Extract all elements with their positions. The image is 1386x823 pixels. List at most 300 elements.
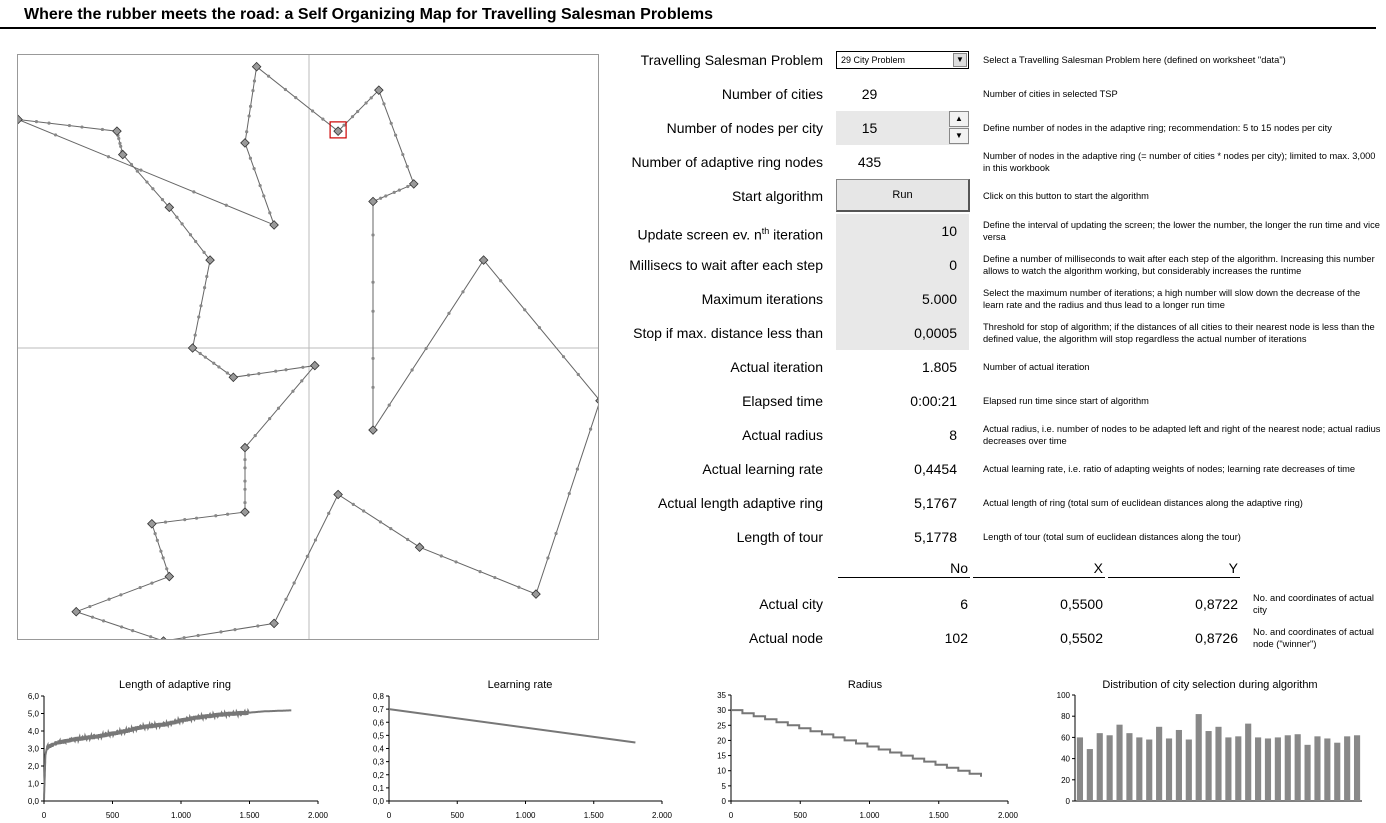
- ring-len-desc: Actual length of ring (total sum of euclidean distances along the adaptive ring): [983, 498, 1303, 508]
- y-tick-label: 15: [717, 751, 726, 761]
- y-tick-label: 6,0: [27, 692, 39, 701]
- ring-node: [394, 134, 397, 137]
- bar: [1334, 743, 1340, 801]
- head-no: No: [838, 558, 970, 578]
- bar: [1245, 724, 1251, 801]
- ring-node: [243, 466, 246, 469]
- city-marker: [165, 572, 173, 580]
- city-marker: [188, 344, 196, 352]
- spin-down-icon[interactable]: ▼: [949, 128, 969, 144]
- update-desc: Define the interval of updating the screen; the lower the number, the longer the run time and vice versa: [983, 220, 1380, 242]
- actual-node-x: 0,5502: [1060, 630, 1103, 646]
- radius-desc: Actual radius, i.e. number of nodes to be adapted left and right of the nearest node; actual radius decreases over time: [983, 424, 1381, 446]
- ring-node: [370, 96, 373, 99]
- actual-city-label: Actual city: [759, 596, 823, 612]
- bar: [1255, 737, 1261, 801]
- x-tick-label: 500: [105, 811, 120, 820]
- stop-desc: Threshold for stop of algorithm; if the distances of all cities to their nearest node is less than the defined value, the algorithm will stop regardless the actual number of iterations: [983, 322, 1375, 344]
- ring-node: [577, 373, 580, 376]
- y-tick-label: 0: [1065, 797, 1070, 806]
- bar: [1087, 749, 1093, 801]
- y-tick-label: 10: [717, 766, 726, 776]
- ring-node: [243, 501, 246, 504]
- bar: [1275, 737, 1281, 801]
- bar: [1314, 736, 1320, 801]
- ring-node: [440, 554, 443, 557]
- rate-desc: Actual learning rate, i.e. ratio of adapting weights of nodes; learning rate decreases of time: [983, 464, 1356, 474]
- ring-node: [249, 105, 252, 108]
- bar: [1265, 738, 1271, 801]
- ring-node: [257, 372, 260, 375]
- ring-node: [401, 153, 404, 156]
- ring-node: [243, 488, 246, 491]
- ring-node: [199, 304, 202, 307]
- bar: [1176, 730, 1182, 801]
- cities-label: Number of cities: [721, 86, 823, 102]
- ring-node: [161, 198, 164, 201]
- ring-node: [267, 75, 270, 78]
- bar: [1196, 714, 1202, 801]
- ring-node: [156, 539, 159, 542]
- bar: [1136, 737, 1142, 801]
- ring-node: [424, 347, 427, 350]
- y-tick-label: 80: [1061, 712, 1070, 722]
- ring-node: [554, 532, 557, 535]
- tsp-select-value: 29 City Problem: [841, 55, 906, 65]
- ring-node: [80, 125, 83, 128]
- chart-learning-rate: [350, 676, 690, 823]
- row-start: [600, 179, 1386, 213]
- ring-node: [214, 514, 217, 517]
- iteration-label: Actual iteration: [730, 359, 823, 375]
- y-tick-label: 60: [1061, 733, 1070, 743]
- ring-node: [254, 434, 257, 437]
- ring-node: [314, 538, 317, 541]
- bar: [1107, 735, 1113, 801]
- actual-node-y: 0,8726: [1195, 630, 1238, 646]
- ring-node: [384, 194, 387, 197]
- y-tick-label: 0,5: [372, 731, 384, 741]
- head-y: Y: [1108, 558, 1240, 578]
- ring-node: [382, 102, 385, 105]
- chart-radius: [690, 676, 1040, 823]
- ring-node: [164, 520, 167, 523]
- wait-value[interactable]: 0: [836, 248, 969, 282]
- ring-node: [546, 556, 549, 559]
- city-marker: [410, 180, 418, 188]
- actual-node-desc: No. and coordinates of actual node ("winner"): [1253, 627, 1374, 649]
- ring-node: [217, 365, 220, 368]
- city-marker: [113, 127, 121, 135]
- ring-node: [371, 357, 374, 360]
- city-marker: [369, 197, 377, 205]
- y-tick-label: 0,7: [372, 705, 384, 715]
- ring-node: [362, 509, 365, 512]
- row-nodes-per-city: [600, 111, 1386, 145]
- y-tick-label: 0,6: [372, 718, 384, 728]
- ring-node: [351, 115, 354, 118]
- ring-node: [493, 576, 496, 579]
- bar: [1344, 736, 1350, 801]
- cities-desc: Number of cities in selected TSP: [983, 89, 1118, 99]
- ring-node: [262, 194, 265, 197]
- x-tick-label: 500: [793, 811, 807, 820]
- chart-ring-length-title: Length of adaptive ring: [119, 679, 231, 691]
- tsp-map: [17, 54, 599, 640]
- ring-node: [226, 513, 229, 516]
- iteration-value: 1.805: [921, 359, 957, 375]
- ring-node: [251, 89, 254, 92]
- ring-node: [197, 315, 200, 318]
- y-tick-label: 0,1: [372, 783, 384, 793]
- ring-node: [225, 204, 228, 207]
- y-tick-label: 0,0: [372, 797, 384, 806]
- ring-node: [192, 190, 195, 193]
- y-tick-label: 0,8: [372, 692, 384, 701]
- ring-node: [68, 124, 71, 127]
- ring-node: [212, 362, 215, 365]
- ring-node: [379, 197, 382, 200]
- y-tick-label: 1,0: [27, 779, 39, 789]
- bar: [1077, 737, 1083, 801]
- ring-node: [352, 503, 355, 506]
- x-tick-label: 1.500: [239, 811, 260, 820]
- ring-nodes-desc: Number of nodes in the adaptive ring (= number of cities * nodes per city); limited to max. 3,000 in this workbook: [983, 151, 1376, 173]
- actual-city-no: 6: [960, 596, 968, 612]
- y-tick-label: 2,0: [27, 762, 39, 771]
- stop-value[interactable]: 0,0005: [836, 316, 969, 350]
- ring-node: [117, 137, 120, 140]
- y-tick-label: 5: [721, 781, 726, 791]
- y-tick-label: 0,3: [372, 757, 384, 767]
- cities-value: 29: [861, 86, 878, 102]
- ring-node: [205, 275, 208, 278]
- row-update: [600, 214, 1386, 248]
- elapsed-label: Elapsed time: [742, 393, 823, 409]
- row-tsp: [600, 43, 1386, 77]
- row-tour-len: [600, 520, 1386, 554]
- ring-node: [119, 145, 122, 148]
- ring-node: [371, 281, 374, 284]
- bar: [1206, 731, 1212, 801]
- ring-node: [203, 286, 206, 289]
- radius-value: 8: [949, 427, 957, 443]
- y-tick-label: 3,0: [27, 744, 39, 754]
- title-rule: [0, 27, 1376, 29]
- tsp-desc: Select a Travelling Salesman Problem here (defined on worksheet "data"): [983, 55, 1286, 65]
- bar: [1146, 740, 1152, 801]
- nodes-per-city-label: Number of nodes per city: [666, 120, 823, 136]
- ring-node: [410, 368, 413, 371]
- bar: [1097, 733, 1103, 801]
- bar: [1354, 735, 1360, 801]
- y-tick-label: 40: [1061, 754, 1070, 764]
- ring-node: [342, 124, 345, 127]
- ring-node: [364, 101, 367, 104]
- ring-node: [151, 187, 154, 190]
- actual-city-desc: No. and coordinates of actual city: [1253, 593, 1374, 615]
- nodes-per-city-desc: Define number of nodes in the adaptive ring; recommendation: 5 to 15 nodes per city: [983, 123, 1332, 133]
- ring-node: [321, 118, 324, 121]
- ring-node: [245, 130, 248, 133]
- ring-node: [390, 122, 393, 125]
- ring-node: [274, 370, 277, 373]
- radius-label: Actual radius: [742, 427, 823, 443]
- chart-radius-svg: [690, 676, 1040, 823]
- row-rate: [600, 452, 1386, 486]
- y-tick-label: 30: [717, 706, 726, 716]
- rate-label: Actual learning rate: [702, 461, 823, 477]
- city-marker: [206, 256, 214, 264]
- ring-node: [150, 582, 153, 585]
- y-tick-label: 20: [1061, 775, 1070, 785]
- ring-node: [165, 567, 168, 570]
- ring-node: [162, 556, 165, 559]
- actual-node-label: Actual node: [749, 630, 823, 646]
- bar: [1324, 738, 1330, 801]
- chart-radius-title: Radius: [847, 679, 883, 691]
- start-label: Start algorithm: [731, 188, 823, 204]
- x-tick-label: 500: [450, 811, 464, 820]
- chart-ring-length: [0, 676, 350, 823]
- city-marker: [241, 508, 249, 516]
- bar: [1225, 737, 1231, 801]
- ring-node: [371, 233, 374, 236]
- row-stop: [600, 316, 1386, 350]
- ring-node: [454, 560, 457, 563]
- ring-node: [393, 191, 396, 194]
- x-tick-label: 1.000: [170, 811, 192, 820]
- ring-node: [589, 428, 592, 431]
- actual-city-x: 0,5500: [1060, 596, 1103, 612]
- ring-node: [293, 581, 296, 584]
- ring-node: [47, 122, 50, 125]
- bar: [1285, 735, 1291, 801]
- ring-node: [183, 518, 186, 521]
- ring-node: [180, 222, 183, 225]
- city-marker: [17, 115, 22, 123]
- chart-learning-rate-svg: [350, 676, 690, 823]
- bar: [1235, 736, 1241, 801]
- wait-label: Millisecs to wait after each step: [629, 257, 823, 273]
- ring-node: [294, 96, 297, 99]
- elapsed-desc: Elapsed run time since start of algorithm: [983, 396, 1149, 406]
- max-iter-label: Maximum iterations: [701, 291, 823, 307]
- chart-distribution-svg: [1040, 676, 1380, 823]
- y-tick-label: 35: [717, 691, 726, 700]
- city-marker: [415, 543, 423, 551]
- iteration-desc: Number of actual iteration: [983, 362, 1090, 372]
- x-tick-label: 2.000: [651, 811, 673, 820]
- row-elapsed: [600, 384, 1386, 418]
- bar: [1126, 733, 1132, 801]
- ring-node: [249, 157, 252, 160]
- x-tick-label: 0: [728, 811, 734, 820]
- ring-node: [268, 417, 271, 420]
- ring-node: [139, 168, 142, 171]
- ring-node: [576, 467, 579, 470]
- ring-node: [159, 550, 162, 553]
- actual-node-no: 102: [944, 630, 968, 646]
- max-iter-desc: Select the maximum number of iterations; a high number will slow down the decrease of the learn rate and the radius and thus lead to a longer run time: [983, 288, 1361, 310]
- page-title: Where the rubber meets the road: a Self Organizing Map for Travelling Salesman Problems: [24, 6, 714, 23]
- y-tick-label: 5,0: [27, 709, 39, 719]
- row-cities: [600, 77, 1386, 111]
- row-radius: [600, 418, 1386, 452]
- ring-node: [118, 142, 121, 145]
- ring-node: [277, 407, 280, 410]
- row-ring-nodes: [600, 145, 1386, 179]
- ring-len-value: 5,1767: [914, 495, 957, 511]
- city-marker: [148, 520, 156, 528]
- run-button[interactable]: Run: [836, 179, 970, 212]
- ring-node: [311, 109, 314, 112]
- ring-node: [371, 386, 374, 389]
- dropdown-arrow-icon[interactable]: ▼: [953, 53, 967, 67]
- y-tick-label: 25: [717, 721, 726, 731]
- ring-node: [300, 379, 303, 382]
- y-tick-label: 0,4: [372, 744, 384, 754]
- actual-city-y: 0,8722: [1195, 596, 1238, 612]
- x-tick-label: 1.000: [515, 811, 536, 820]
- bar: [1305, 745, 1311, 801]
- ring-node: [130, 163, 133, 166]
- ring-node: [523, 308, 526, 311]
- ring-node: [194, 334, 197, 337]
- ring-node: [101, 128, 104, 131]
- ring-node: [226, 371, 229, 374]
- ring-nodes-value: 435: [857, 154, 882, 170]
- series-line: [389, 709, 635, 742]
- chart-learning-rate-title: Learning rate: [487, 679, 553, 691]
- x-tick-label: 1.500: [583, 811, 604, 820]
- ring-node: [291, 390, 294, 393]
- ring-node: [406, 185, 409, 188]
- ring-node: [406, 165, 409, 168]
- tsp-select[interactable]: [836, 51, 969, 69]
- wait-desc: Define a number of milliseconds to wait after each step of the algorithm. Increasing this number allows to watch the algorithm working, but considerably increases the runtime: [983, 254, 1375, 276]
- ring-node: [562, 355, 565, 358]
- bar: [1215, 727, 1221, 801]
- ring-node: [54, 133, 57, 136]
- ring-node: [284, 88, 287, 91]
- y-tick-label: 0: [721, 797, 726, 806]
- max-iter-value[interactable]: 5.000: [836, 282, 969, 316]
- update-value[interactable]: 10: [836, 214, 969, 248]
- city-marker: [229, 373, 237, 381]
- ring-node: [499, 279, 502, 282]
- bar: [1156, 727, 1162, 801]
- bar: [1186, 740, 1192, 801]
- ring-node: [199, 352, 202, 355]
- ring-node: [447, 312, 450, 315]
- y-tick-label: 100: [1056, 691, 1070, 700]
- nodes-spinner[interactable]: [949, 111, 969, 145]
- ring-len-label: Actual length adaptive ring: [658, 495, 823, 511]
- stop-label: Stop if max. distance less than: [633, 325, 823, 341]
- ring-node: [175, 216, 178, 219]
- tour-len-label: Length of tour: [736, 529, 823, 545]
- ring-node: [194, 240, 197, 243]
- nodes-per-city-value[interactable]: 15: [836, 111, 969, 145]
- start-desc: Click on this button to start the algorithm: [983, 191, 1149, 201]
- ring-node: [406, 538, 409, 541]
- ring-node: [253, 79, 256, 82]
- head-x: X: [973, 558, 1105, 578]
- ring-node: [247, 114, 250, 117]
- ring-node: [371, 310, 374, 313]
- bar: [1295, 734, 1301, 801]
- ring-node: [268, 211, 271, 214]
- city-marker: [270, 221, 278, 229]
- ring-node: [388, 404, 391, 407]
- x-tick-label: 1.000: [859, 811, 880, 820]
- row-wait: [600, 248, 1386, 282]
- ring-node: [107, 155, 110, 158]
- row-max-iter: [600, 282, 1386, 316]
- ring-node: [195, 517, 198, 520]
- ring-node: [243, 458, 246, 461]
- ring-node: [398, 189, 401, 192]
- series-line: [44, 710, 291, 799]
- rate-value: 0,4454: [914, 461, 957, 477]
- series-line: [731, 710, 981, 777]
- x-tick-label: 0: [386, 811, 392, 820]
- bar: [1116, 725, 1122, 801]
- y-tick-label: 0,2: [372, 770, 384, 780]
- ring-node: [247, 374, 250, 377]
- city-marker: [334, 490, 342, 498]
- tour-len-value: 5,1778: [914, 529, 957, 545]
- y-tick-label: 0,0: [27, 797, 39, 806]
- ring-node: [259, 184, 262, 187]
- y-tick-label: 20: [717, 736, 726, 746]
- ring-node: [136, 170, 139, 173]
- ring-node: [538, 326, 541, 329]
- ring-node: [252, 167, 255, 170]
- ring-node: [479, 570, 482, 573]
- ring-node: [389, 527, 392, 530]
- tour-len-desc: Length of tour (total sum of euclidean distances along the tour): [983, 532, 1241, 542]
- update-label: Update screen ev. $n^{th}$ iteration: [637, 226, 823, 243]
- ring-node: [356, 110, 359, 113]
- spin-up-icon[interactable]: ▲: [949, 111, 969, 127]
- ring-node: [204, 356, 207, 359]
- x-tick-label: 0: [41, 811, 47, 820]
- y-tick-label: 4,0: [27, 727, 39, 736]
- ring-node: [284, 368, 287, 371]
- chart-distribution-title: Distribution of city selection during algorithm: [1102, 679, 1318, 691]
- ring-node: [35, 120, 38, 123]
- ring-node: [301, 366, 304, 369]
- ring-node: [461, 290, 464, 293]
- city-marker: [369, 426, 377, 434]
- row-ring-len: [600, 486, 1386, 520]
- ring-node: [306, 555, 309, 558]
- ring-node: [145, 180, 148, 183]
- bar: [1166, 738, 1172, 801]
- elapsed-value: 0:00:21: [910, 393, 957, 409]
- x-tick-label: 1.500: [928, 811, 949, 820]
- chart-ring-length-svg: [0, 676, 350, 823]
- city-marker: [241, 139, 249, 147]
- ring-node: [327, 512, 330, 515]
- ring-node: [243, 480, 246, 483]
- row-iteration: [600, 350, 1386, 384]
- x-tick-label: 2.000: [997, 811, 1019, 820]
- ring-node: [379, 520, 382, 523]
- tsp-label: Travelling Salesman Problem: [640, 52, 823, 68]
